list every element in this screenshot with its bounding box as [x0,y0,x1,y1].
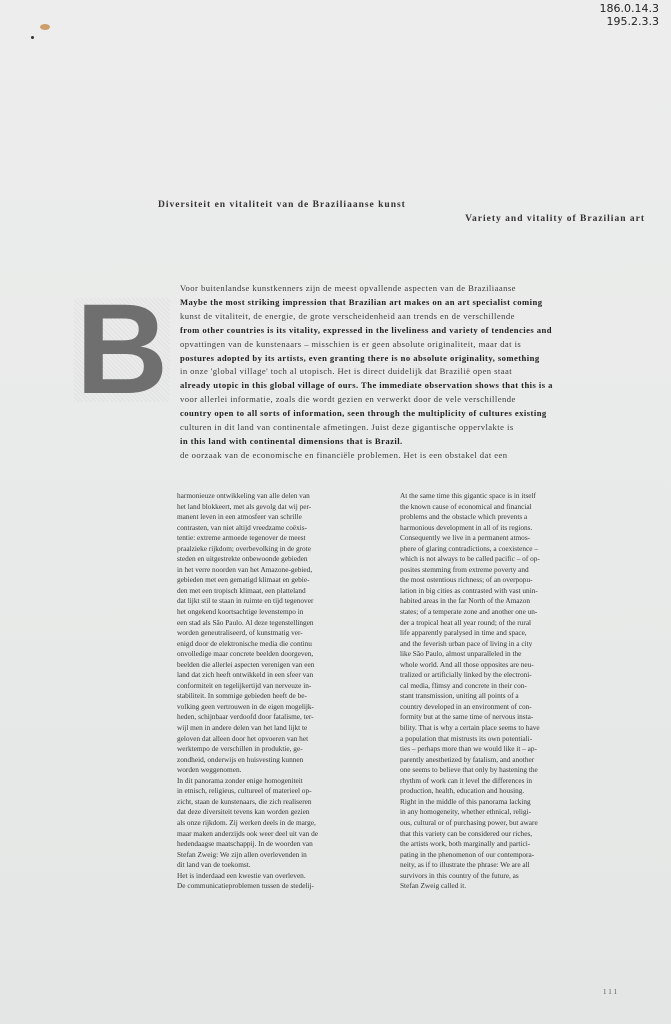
intro-line-english: in this land with continental dimensions that is Brazil. [180,435,403,446]
column-dutch-line: werktempo de verschillen in produktie, ge- [177,744,303,754]
intro-line-english: from other countries is its vitality, expressed in the liveliness and variety of tendencies and [180,324,552,335]
intro-line-dutch: de oorzaak van de economische en financiële problemen. Het is een obstakel dat een [180,449,508,460]
column-dutch-line: het land blokkeert, met als gevolg dat wij per- [177,501,312,511]
column-dutch-line: wijl men in andere delen van het land lijkt te [177,723,308,733]
column-english-line: lation in big cities as contrasted with vast unin- [400,585,538,595]
intro-line-english: postures adopted by its artists, even granting there is no absolute originality, something [180,352,540,363]
column-dutch-line: beelden die allerlei aspecten verenigen van een [177,659,315,669]
column-english-line: in any homogeneity, whether ethnical, religi- [400,807,532,817]
column-english-line: habited areas in the far North of the Amazon [400,596,531,606]
column-dutch-line: als onze rijkdom. Zij werken deels in de marge, [177,817,316,827]
column-dutch [177,491,397,892]
column-english-line: whole world. And all those opposites are neu- [400,659,534,669]
page-number: 111 [603,988,619,996]
intro-line-english: country open to all sorts of information, seen through the multiplicity of cultures existing [180,408,547,419]
column-english-line: neity, as if to illustrate the phrase: We are all [400,860,530,870]
intro-line-dutch: in onze 'global village' toch al utopisch. Het is direct duidelijk dat Brazilië open staat [180,366,513,377]
column-english-line: and the feverish urban pace of living in a city [400,638,533,648]
column-dutch-line: dat deze diversiteit tevens kan worden gezien [177,807,310,817]
column-dutch-line: den met een tropisch klimaat, een platteland [177,585,306,595]
column-english-line: the known cause of economical and financial [400,501,532,511]
column-english [400,491,620,892]
column-english-line: phere of glaring contradictions, a coexistence – [400,543,538,553]
column-english-line: ous, cultural or of purchasing power, but aware [400,817,538,827]
column-dutch-line: maar maken anderzijds ook weer deel uit van de [177,828,319,838]
column-english-line: like São Paulo, almost unparalleled in the [400,649,522,659]
column-dutch-line: De communicatieproblemen tussen de stedelij- [177,881,314,891]
title-dutch: Diversiteit en vitaliteit van de Braziliaanse kunst [158,200,406,210]
column-dutch-line: zondheid, onderwijs en huisvesting kunnen [177,754,304,764]
column-dutch-line: in het verre noorden van het Amazone-gebied, [177,564,313,574]
intro-line-dutch: voor allerlei informatie, zoals die wordt gezien en verwerkt door de vele verschillende [180,394,516,405]
column-dutch-line: contrasten, van niet altijd vreedzame coëxis- [177,522,308,532]
intro-paragraph [180,282,610,463]
column-dutch-line: harmonieuze ontwikkeling van alle delen van [177,491,310,500]
column-dutch-line: het ongekend koortsachtige levenstempo in [177,607,304,617]
column-dutch-line: worden weggenomen. [177,765,242,775]
column-dutch-line: conformiteit en tegelijkertijd van nerveuze in- [177,680,312,690]
column-dutch-line: praalzieke rijkdom; overbevolking in de grote [177,543,311,553]
column-dutch-line: enigd door de elektronische media die continu [177,638,312,648]
column-english-line: At the same time this gigantic space is in itself [400,491,536,500]
column-dutch-line: volking geen vertrouwen in de eigen mogelijk- [177,701,314,711]
intro-line-dutch: Voor buitenlandse kunstkenners zijn de meest opvallende aspecten van de Braziliaanse [180,283,516,293]
column-dutch-line: land dat zich heeft ontwikkeld in een sfeer van [177,670,314,680]
column-english-line: a population that mistrusts its own potentiali- [400,733,533,743]
column-english-line: stant transmission, uniting all points of a [400,691,519,701]
column-english-line: production, health, education and housing. [400,786,525,796]
column-english-line: formity but at the same time of nervous insta- [400,712,534,722]
column-english-line: Consequently we live in a permanent atmos- [400,533,531,543]
column-english-line: cal media, flimsy and concrete in their con- [400,680,527,690]
column-english-line: ties – perhaps more than we would like it – ap- [400,744,537,754]
column-dutch-line: geloven dat alleen door het opvoeren van het [177,733,309,743]
archive-marks [600,2,659,28]
column-english-line: bility. That is why a certain place seems to have [400,723,540,733]
column-dutch-line: heden, schijnbaar verdoofd door fatalisme, ter- [177,712,314,722]
column-dutch-line: stabiliteit. In sommige gebieden heeft de be- [177,691,307,701]
column-english-line: der a tropical heat all year round; of the rural [400,617,532,627]
column-english-line: one seems to believe that only by hastening the [400,765,538,775]
drop-cap: B [75,298,169,402]
column-english-line: rhythm of work can it level the differences in [400,775,532,785]
column-english-line: the artists work, both marginally and partici- [400,839,531,849]
column-english-line: pating in the phenomenon of our contempora- [400,849,535,859]
column-english-line: harmonious development in all of its regions. [400,522,533,532]
column-dutch-line: Het is inderdaad een kwestie van overleven. [177,870,306,880]
column-dutch-line: tentie: extreme armoede tegenover de meest [177,533,306,543]
column-dutch-line: dat lijkt stil te staan in ruimte en tijd tegenover [177,596,314,606]
paper-stain [40,24,50,30]
title-english: Variety and vitality of Brazilian art [465,214,645,224]
column-english-line: that this variety can be considered our riches, [400,828,533,838]
archive-mark-line-2: 195.2.3.3 [606,15,659,28]
column-dutch-line: in etnisch, religieus, cultureel of materieel op- [177,786,312,796]
column-dutch-line: manent leven in een atmosfeer van schrille [177,512,302,522]
column-english-line: the most ostentious richness; of an overpopu- [400,575,533,585]
column-dutch-line: steden en uitgestrekte onbewoonde gebieden [177,554,308,564]
column-dutch-line: In dit panorama zonder enige homogeniteit [177,775,303,785]
column-dutch-line: een stad als São Paulo. Al deze tegenstellingen [177,617,314,627]
column-english-line: problems and the obstacle which prevents a [400,512,528,522]
column-english-line: Right in the middle of this panorama lacking [400,796,531,806]
column-english-line: Stefan Zweig called it. [400,881,467,891]
column-dutch-line: gebieden met een gematigd klimaat en gebie- [177,575,310,585]
column-english-line: which is not always to be called pacific – of op- [400,554,540,564]
intro-line-dutch: opvattingen van de kunstenaars – misschien is er geen absolute originaliteit, maar dat is [180,338,522,349]
column-dutch-line: Stefan Zweig: We zijn allen overlevenden in [177,849,307,859]
column-english-line: life apparently paralysed in time and space, [400,628,527,638]
column-english-line: tralized or artificially linked by the electroni- [400,670,532,680]
column-dutch-line: zicht, staan de kunstenaars, die zich realiseren [177,796,312,806]
column-english-line: parently anesthetized by fatalism, and another [400,754,535,764]
column-dutch-line: dit land van de toekomst. [177,860,251,870]
intro-line-dutch: culturen in dit land van continentale afmetingen. Juist deze gigantische oppervlakte is [180,422,514,433]
column-dutch-line: worden geneutraliseerd, of kunstmatig ver- [177,628,303,638]
column-english-line: country developed in an environment of con- [400,701,532,711]
intro-line-english: Maybe the most striking impression that Brazilian art makes on an art specialist coming [180,296,543,307]
column-english-line: survivors in this country of the future, as [400,870,519,880]
column-english-line: posites stemming from extreme poverty and [400,564,529,574]
intro-line-english: already utopic in this global village of ours. The immediate observation shows that this is a [180,380,553,391]
intro-line-dutch: kunst de vitaliteit, de energie, de grote verscheidenheid aan trends en de verschillende [180,310,515,321]
archive-mark-line-1: 186.0.14.3 [599,2,659,15]
paper-speck [31,36,34,39]
column-english-line: states; of a temperate zone and another one un- [400,607,538,617]
column-dutch-line: onvolledige maar concrete beelden doorgeven, [177,649,314,659]
column-dutch-line: hedendaagse maatschappij. In de woorden van [177,839,313,849]
